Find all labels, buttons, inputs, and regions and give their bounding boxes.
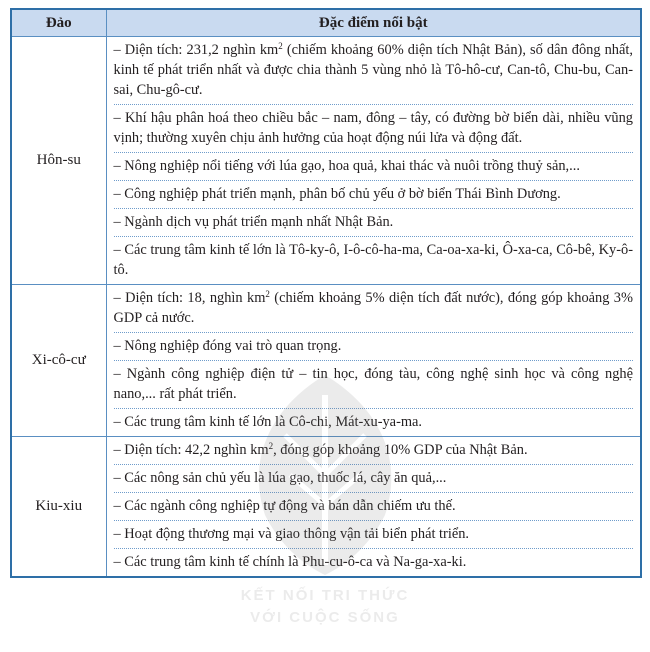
list-item: – Diện tích: 42,2 nghìn $km^2$, đóng góp khoảng 10% GDP của Nhật Bản.: [114, 437, 634, 465]
island-name: Xi-cô-cư: [11, 285, 106, 437]
list-item: – Hoạt động thương mại và giao thông vận tải biển phát triển.: [114, 521, 634, 549]
list-item: – Nông nghiệp nổi tiếng với lúa gạo, hoa quả, khai thác và nuôi trồng thuỷ sản,...: [114, 153, 634, 181]
feature-list: [106, 437, 641, 578]
list-item: – Khí hậu phân hoá theo chiều bắc – nam, đông – tây, có đường bờ biển dài, nhiều vũng vịnh; thường xuyên chịu ảnh hưởng của hoạt động núi lửa và động đất.: [114, 105, 634, 153]
watermark-line-1: KẾT NỐI TRI THỨC: [240, 587, 410, 604]
header-features: Đặc điểm nổi bật: [106, 9, 641, 37]
list-item: – Các ngành công nghiệp tự động và bán dẫn chiếm ưu thế.: [114, 493, 634, 521]
content-wrapper: [10, 8, 640, 578]
list-item: – Ngành dịch vụ phát triển mạnh nhất Nhật Bản.: [114, 209, 634, 237]
list-item: – Công nghiệp phát triển mạnh, phân bố chủ yếu ở bờ biển Thái Bình Dương.: [114, 181, 634, 209]
island-name: Hôn-su: [11, 37, 106, 285]
list-item: – Diện tích: 18, nghìn $km^2$ (chiếm khoảng 5% diện tích đất nước), đóng góp khoảng 3% GDP cả nước.: [114, 285, 634, 333]
table-body: [11, 37, 641, 578]
feature-list: [106, 37, 641, 285]
list-item: – Các trung tâm kinh tế lớn là Tô-ky-ô, I-ô-cô-ha-ma, Ca-oa-xa-ki, Ô-xa-ca, Cô-bê, Ky-ô-tô.: [113, 242, 633, 278]
island-features-table: [10, 8, 642, 578]
island-name: Kiu-xiu: [11, 437, 106, 578]
table-row: [11, 437, 641, 578]
list-item: – Các trung tâm kinh tế chính là Phu-cu-ô-ca và Na-ga-xa-ki.: [113, 554, 467, 570]
feature-list: [106, 285, 641, 437]
list-item: – Ngành công nghiệp điện tử – tin học, đóng tàu, công nghệ sinh học và công nghệ nano,... rất phát triển.: [114, 361, 634, 409]
header-row: [11, 9, 641, 37]
table-row: [11, 37, 641, 285]
watermark-line-2: VỚI CUỘC SỐNG: [250, 609, 400, 626]
list-item: – Các nông sản chủ yếu là lúa gạo, thuốc lá, cây ăn quả,...: [114, 465, 634, 493]
table-row: [11, 285, 641, 437]
list-item: – Diện tích: 231,2 nghìn $km^2$ (chiếm khoảng 60% diện tích Nhật Bản), số dân đông nhất, kinh tế phát triển nhất và được chia thành 5 vùng nhỏ là Tô-hô-cư, Can-tô, Chu-bu, Can-sai, Chu-gô-cư.: [114, 37, 634, 105]
header-island: Đảo: [11, 9, 106, 37]
list-item: – Nông nghiệp đóng vai trò quan trọng.: [114, 333, 634, 361]
list-item: – Các trung tâm kinh tế lớn là Cô-chi, Mát-xu-ya-ma.: [113, 414, 423, 430]
table-header: [11, 9, 641, 37]
